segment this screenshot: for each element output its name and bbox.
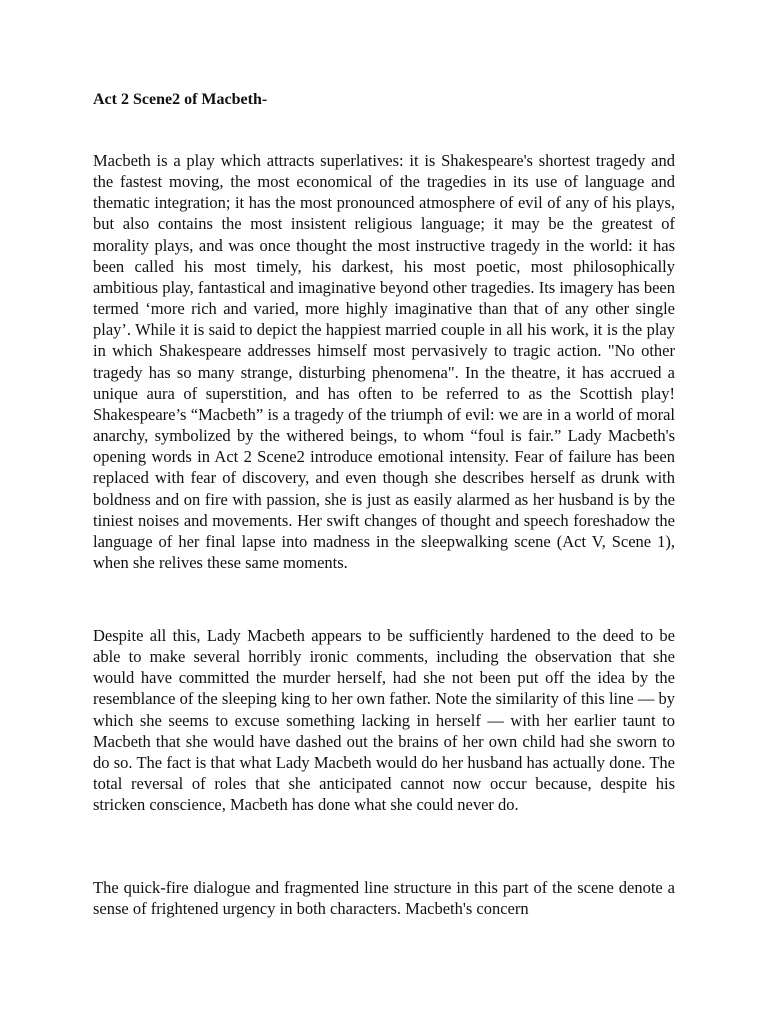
document-title: Act 2 Scene2 of Macbeth- [93,91,268,108]
paragraph-lady-macbeth: Despite all this, Lady Macbeth appears to be sufficiently hardened to the deed to be able to make several horribly ironic comments, including the observation that she would have committed the murder herself, had she not been put off the idea by the resemblance of the sleeping king to her own father. Note the similarity of this line — by which she seems to excuse something lacking in herself — with her earlier taunt to Macbeth that she would have dashed out the brains of her own child had she sworn to do so. The fact is that what Lady Macbeth would do her husband has actually done. The total reversal of roles that she anticipated cannot now occur because, despite his stricken conscience, Macbeth has done what she could never do. [93,626,675,815]
paragraph-dialogue: The quick-fire dialogue and fragmented line structure in this part of the scene denote a sense of frightened urgency in both characters. Macbeth's concern [93,878,675,919]
paragraph-intro: Macbeth is a play which attracts superlatives: it is Shakespeare's shortest tragedy and the fastest moving, the most economical of the tragedies in its use of language and thematic integration; it has the most pronounced atmosphere of evil of any of his plays, but also contains the most insistent religious language; it may be the greatest of morality plays, and was once thought the most instructive tragedy in the world: it has been called his most timely, his darkest, his most poetic, most philosophically ambitious play, fantastical and imaginative beyond other tragedies. Its imagery has been termed ‘more rich and varied, more highly imaginative than that of any other single play’. While it is said to depict the happiest married couple in all his work, it is the play in which Shakespeare addresses himself most pervasively to tragic action. "No other tragedy has so many strange, disturbing phenomena". In the theatre, it has accrued a unique aura of superstition, and has often to be referred to as the Scottish play! Shakespeare’s “Macbeth” is a tragedy of the triumph of evil: we are in a world of moral anarchy, symbolized by the withered beings, to whom “foul is fair.” Lady Macbeth's opening words in Act 2 Scene2 introduce emotional intensity. Fear of failure has been replaced with fear of discovery, and even though she describes herself as drunk with boldness and on fire with passion, she is just as easily alarmed as her husband is by the tiniest noises and movements. Her swift changes of thought and speech foreshadow the language of her final lapse into madness in the sleepwalking scene (Act V, Scene 1), when she relives these same moments. [93,151,675,572]
